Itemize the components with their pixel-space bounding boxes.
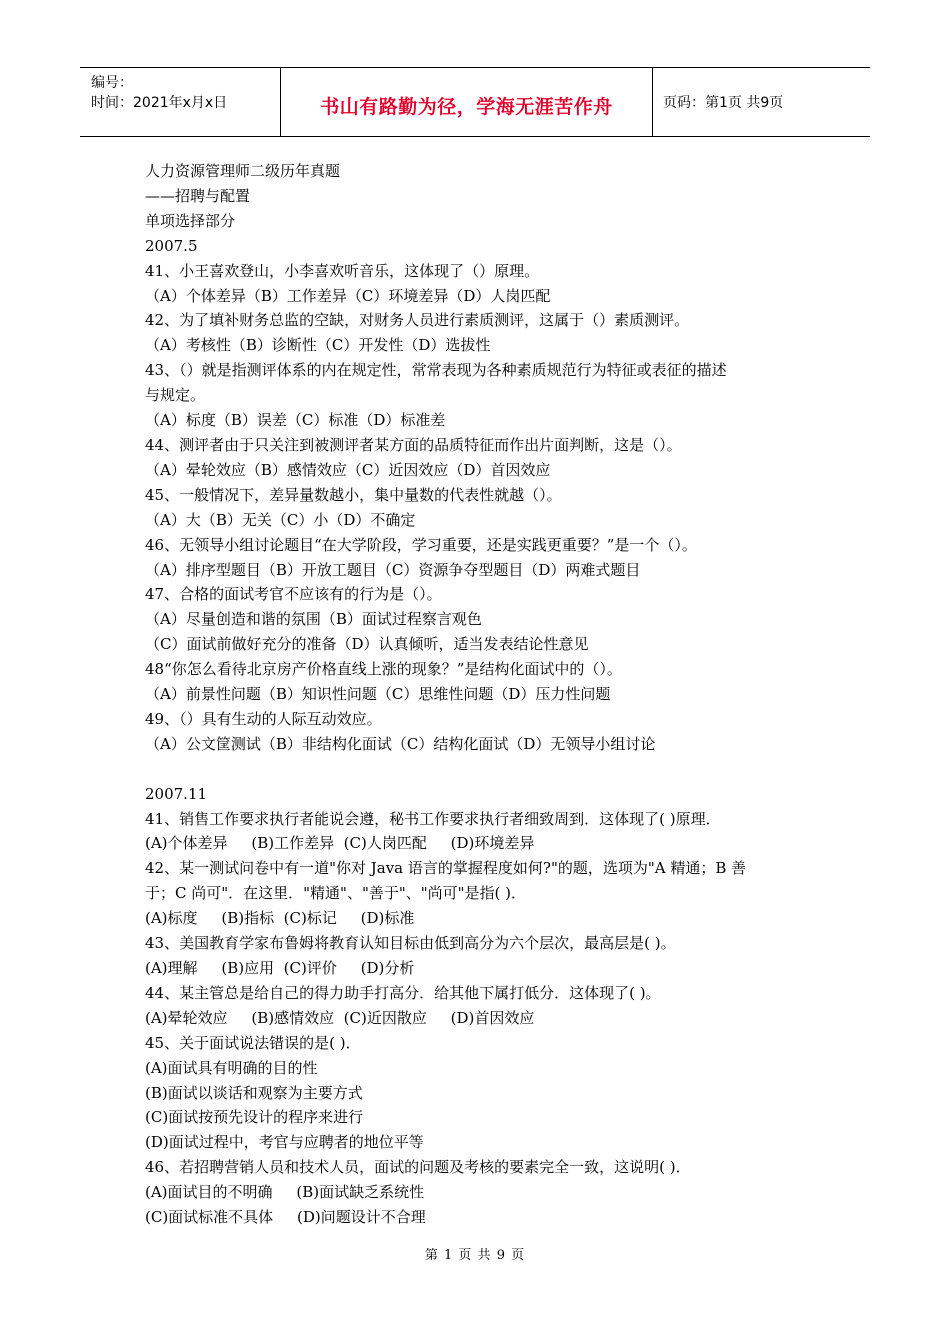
text-line: （A）排序型题目（B）开放工题目（C）资源争夺型题目（D）两难式题目 (145, 560, 641, 579)
text-line: （C）面试前做好充分的准备（D）认真倾听，适当发表结论性意见 (145, 635, 589, 654)
text-line: 44、某主管总是给自己的得力助手打高分．给其他下属打低分．这体现了( )。 (145, 983, 661, 1002)
text-line: 45、关于面试说法错误的是( )． (145, 1033, 361, 1052)
text-line: （A）考核性（B）诊断性（C）开发性（D）选拔性 (145, 336, 491, 355)
text-line: （A）公文筐测试（B）非结构化面试（C）结构化面试（D）无领导小组讨论 (145, 734, 656, 753)
text-line: 于；C 尚可"．在这里．"精通"、"善于"、"尚可"是指( )． (145, 884, 527, 903)
text-line: （A）前景性问题（B）知识性问题（C）思维性问题（D）压力性问题 (145, 685, 611, 704)
text-line: （A）尽量创造和谐的氛围（B）面试过程察言观色 (145, 610, 482, 629)
document-date: 时间：2021年x月x日 (91, 95, 228, 111)
text-line: 2007.5 (145, 236, 198, 255)
text-line: （A）标度（B）误差（C）标准（D）标准差 (145, 411, 446, 430)
text-line: 46、若招聘营销人员和技术人员，面试的问题及考核的要素完全一致，这说明( )． (145, 1158, 691, 1177)
text-line: (A)面试目的不明确 (B)面试缺乏系统性 (145, 1183, 425, 1202)
text-line: 47、合格的面试考官不应该有的行为是（）。 (145, 585, 442, 604)
text-line: 41、小王喜欢登山，小李喜欢听音乐，这体现了（）原理。 (145, 261, 540, 280)
text-line: 42、某一测试问卷中有一道"你对 Java 语言的掌握程度如何?"的题，选项为"A 精通；B 善 (145, 859, 747, 878)
header-meta (80, 68, 281, 136)
text-line: 单项选择部分 (145, 211, 236, 230)
text-line: (A)个体差异 (B)工作差异 (C)人岗匹配 (D)环境差异 (145, 834, 535, 853)
text-line: (B)面试以谈话和观察为主要方式 (145, 1083, 363, 1102)
text-line: (D)面试过程中，考官与应聘者的地位平等 (145, 1133, 424, 1152)
text-line: 43、（）就是指测评体系的内在规定性，常常表现为各种素质规范行为特征或表征的描述 (145, 361, 727, 380)
blank-line (145, 757, 815, 782)
text-line: (A)标度 (B)指标 (C)标记 (D)标准 (145, 909, 415, 928)
page-footer: 第 1 页 共 9 页 (424, 1248, 526, 1263)
text-line: (A)理解 (B)应用 (C)评价 (D)分析 (145, 958, 415, 977)
text-line: 2007.11 (145, 784, 208, 803)
text-line: 41、销售工作要求执行者能说会遵，秘书工作要求执行者细致周到．这体现了( )原理． (145, 809, 721, 828)
header-motto: 书山有路勤为径，学海无涯苦作舟 (281, 68, 653, 136)
text-line: 46、无领导小组讨论题目“在大学阶段，学习重要，还是实践更重要？”是一个（）。 (145, 535, 697, 554)
document-number-label: 编号： (91, 75, 133, 91)
text-line: 与规定。 (145, 386, 206, 405)
text-line: ——招聘与配置 (145, 186, 251, 205)
text-line: 49、（）具有生动的人际互动效应。 (145, 709, 382, 728)
text-line: 48“你怎么看待北京房产价格直线上涨的现象？”是结构化面试中的（）。 (145, 660, 622, 679)
document-body (145, 159, 815, 1230)
text-line: (A)面试具有明确的目的性 (145, 1058, 318, 1077)
text-line: 人力资源管理师二级历年真题 (145, 162, 341, 180)
text-line: (C)面试按预先设计的程序来进行 (145, 1108, 364, 1127)
header-page-info: 页码：第1页 共9页 (663, 95, 784, 111)
page-header (80, 67, 870, 137)
text-line: （A）大（B）无关（C）小（D）不确定 (145, 510, 416, 529)
text-line: 45、一般情况下，差异量数越小，集中量数的代表性就越（）。 (145, 485, 562, 504)
text-line: （A）个体差异（B）工作差异（C）环境差异（D）人岗匹配 (145, 286, 551, 305)
text-line: （A）晕轮效应（B）感情效应（C）近因效应（D）首因效应 (145, 460, 551, 479)
text-line: 43、美国教育学家布鲁姆将教育认知目标由低到高分为六个层次，最高层是( )。 (145, 934, 676, 953)
text-line: 42、为了填补财务总监的空缺，对财务人员进行素质测评，这属于（）素质测评。 (145, 311, 690, 330)
text-line: 44、测评者由于只关注到被测评者某方面的品质特征而作出片面判断，这是（）。 (145, 435, 682, 454)
text-line: (A)晕轮效应 (B)感情效应 (C)近因散应 (D)首因效应 (145, 1008, 535, 1027)
text-line: (C)面试标准不具体 (D)问题设计不合理 (145, 1208, 426, 1227)
